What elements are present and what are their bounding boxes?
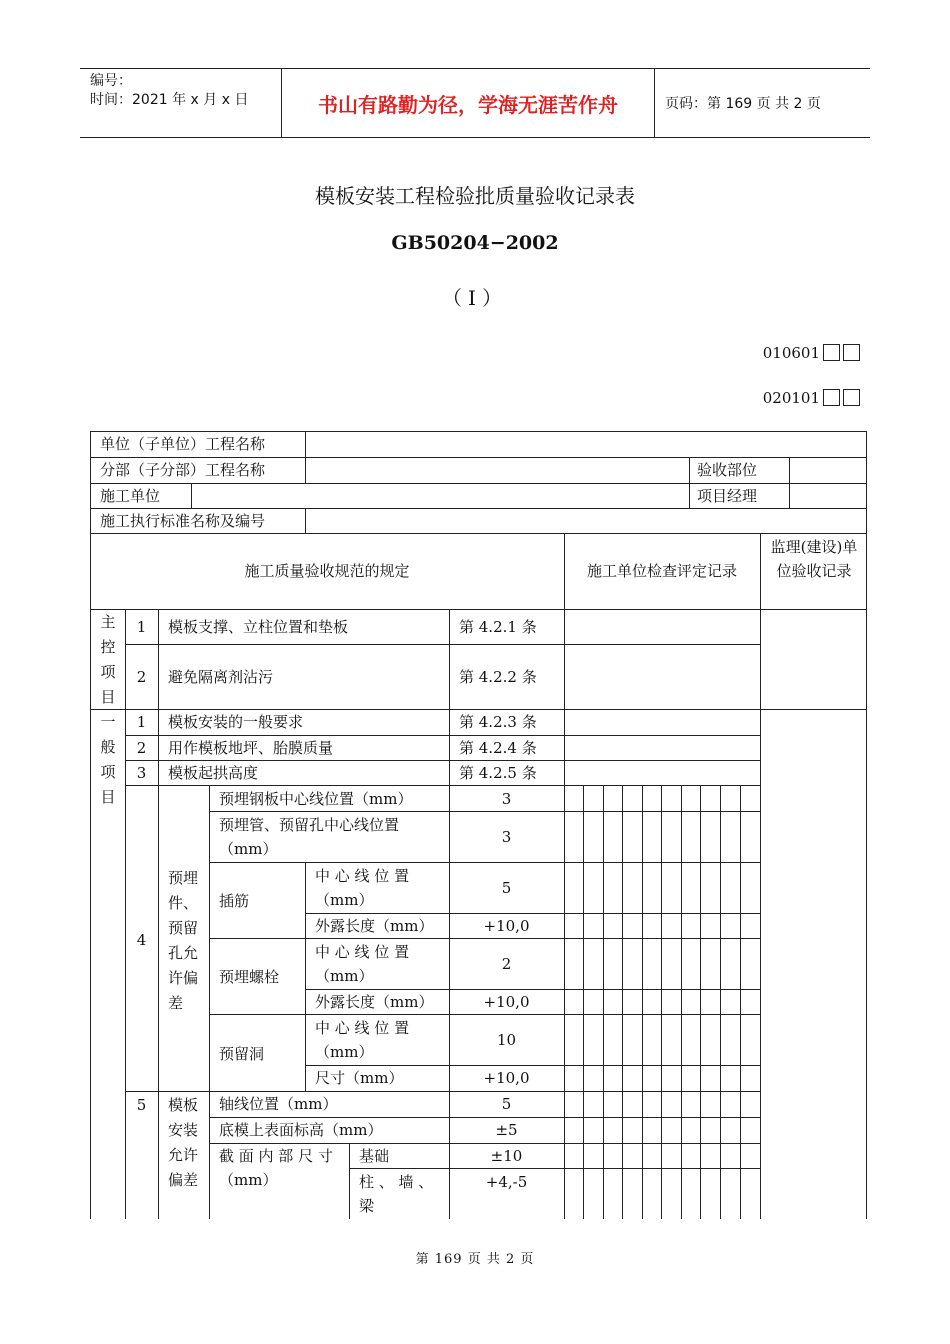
table-rule (305, 431, 306, 483)
table-border (90, 431, 91, 1219)
group-label: 模板安装允许偏差 (168, 1096, 199, 1189)
item-clause: 第 4.2.2 条 (459, 668, 537, 686)
item-number: 4 (136, 931, 147, 949)
number-label: 编号： (90, 73, 132, 89)
table-rule (689, 457, 690, 508)
standard-name-label: 施工执行标准名称及编号 (100, 512, 266, 530)
table-rule (158, 785, 159, 1219)
item-clause: 第 4.2.1 条 (459, 618, 537, 636)
form-code-text: 020101 (762, 389, 820, 407)
tolerance-value: +10,0 (483, 917, 530, 935)
grid-rule (603, 785, 604, 1219)
sub-item-detail: 中 心 线 位 置（mm） (315, 943, 410, 985)
code-checkbox[interactable] (823, 389, 840, 406)
sub-item-name: 插筋 (219, 892, 250, 910)
sub-item-detail: 中 心 线 位 置（mm） (315, 1019, 410, 1061)
tolerance-value: 5 (501, 879, 512, 897)
tolerance-value: 10 (496, 1031, 517, 1049)
standard-code: GB50204−2002 (391, 232, 559, 254)
sub-item-name: 底模上表面标高（mm） (219, 1121, 383, 1139)
grid-rule (740, 785, 741, 1219)
page-footer: 第 169 页 共 2 页 (415, 1252, 535, 1267)
sub-item-detail: 中 心 线 位 置（mm） (315, 867, 410, 909)
tolerance-value: +10,0 (483, 993, 530, 1011)
sub-item-name: 预埋螺栓 (219, 968, 280, 986)
grid-rule (681, 785, 682, 1219)
table-rule (191, 483, 192, 508)
header-page-info: 页码：第 169 页 共 2 页 (665, 96, 821, 112)
item-clause: 第 4.2.3 条 (459, 713, 537, 731)
grid-rule (720, 785, 721, 1219)
main-control-label: 主控项目 (100, 613, 116, 706)
grid-rule (661, 785, 662, 1219)
table-rule (209, 1014, 761, 1015)
acceptance-part-label: 验收部位 (697, 461, 758, 479)
tolerance-value: 2 (501, 955, 512, 973)
code-checkbox[interactable] (843, 344, 860, 361)
time-label: 时间：2021 年 x 月 x 日 (90, 92, 249, 108)
item-number: 2 (136, 668, 147, 686)
table-rule (125, 644, 761, 645)
tolerance-value: ±10 (490, 1147, 523, 1165)
header-motto: 书山有路勤为径，学海无涯苦作舟 (282, 69, 655, 137)
item-name: 模板起拱高度 (168, 764, 259, 782)
constructor-label: 施工单位 (100, 487, 161, 505)
tolerance-value: 3 (501, 828, 512, 846)
item-number: 1 (136, 618, 147, 636)
sub-item-name: 预埋钢板中心线位置（mm） (219, 790, 413, 808)
item-name: 模板安装的一般要求 (168, 713, 304, 731)
table-rule (305, 508, 306, 533)
sub-item-detail: 基础 (359, 1147, 390, 1165)
project-manager-label: 项目经理 (697, 487, 758, 505)
sub-item-name: 预埋管、预留孔中心线位置（mm） (219, 816, 400, 858)
grid-rule (700, 785, 701, 1219)
table-rule (760, 533, 761, 1219)
item-number: 5 (136, 1096, 147, 1114)
item-number: 1 (136, 713, 147, 731)
sub-item-name: 预留洞 (219, 1045, 265, 1063)
table-rule (158, 609, 159, 785)
item-name: 避免隔离剂沾污 (168, 668, 274, 686)
sub-item-name: 截 面 内 部 尺 寸（mm） (219, 1147, 333, 1189)
table-rule (209, 811, 761, 812)
sub-project-label: 分部（子分部）工程名称 (100, 461, 266, 479)
sub-item-detail: 外露长度（mm） (315, 917, 434, 935)
general-items-label: 一般项目 (100, 713, 116, 806)
table-rule (90, 533, 867, 534)
item-number: 3 (136, 764, 147, 782)
group-label: 预埋件、预留孔允许偏差 (168, 869, 199, 1012)
table-rule (349, 1143, 350, 1219)
item-clause: 第 4.2.4 条 (459, 739, 537, 757)
tolerance-value: ±5 (495, 1121, 518, 1139)
table-rule (305, 862, 306, 1091)
item-number: 2 (136, 739, 147, 757)
table-rule (209, 938, 761, 939)
table-rule (209, 862, 761, 863)
check-column-header: 施工单位检查评定记录 (586, 562, 737, 580)
table-rule (564, 533, 565, 1219)
table-rule (125, 785, 761, 786)
tolerance-value: 5 (501, 1095, 512, 1113)
form-code-2 (763, 389, 860, 407)
sub-item-detail: 尺寸（mm） (315, 1069, 404, 1087)
code-checkbox[interactable] (823, 344, 840, 361)
document-title: 模板安装工程检验批质量验收记录表 (315, 184, 635, 208)
form-code-text: 010601 (762, 344, 820, 362)
table-rule (789, 457, 790, 508)
tolerance-value: 3 (501, 790, 512, 808)
table-border (866, 431, 867, 1219)
grid-rule (583, 785, 584, 1219)
header-meta (80, 69, 282, 137)
sub-item-detail: 外露长度（mm） (315, 993, 434, 1011)
table-rule (90, 609, 867, 610)
grid-rule (622, 785, 623, 1219)
spec-column-header: 施工质量验收规范的规定 (244, 562, 410, 580)
tolerance-value: +10,0 (483, 1069, 530, 1087)
form-code-1 (763, 344, 860, 362)
table-rule (125, 609, 126, 1219)
tolerance-value: +4,-5 (485, 1173, 528, 1191)
item-name: 模板支撑、立柱位置和垫板 (168, 618, 349, 636)
code-checkbox[interactable] (843, 389, 860, 406)
item-clause: 第 4.2.5 条 (459, 764, 537, 782)
page-header (80, 68, 870, 138)
sub-item-detail: 柱 、 墙 、梁 (359, 1173, 434, 1215)
supervision-column-header: 监理(建设)单位验收记录 (770, 538, 858, 580)
part-number: （Ⅰ） (442, 286, 508, 310)
table-rule (209, 785, 210, 1219)
sub-item-name: 轴线位置（mm） (219, 1095, 338, 1113)
item-name: 用作模板地坪、胎膜质量 (168, 739, 334, 757)
unit-project-label: 单位（子单位）工程名称 (100, 435, 266, 453)
grid-rule (642, 785, 643, 1219)
